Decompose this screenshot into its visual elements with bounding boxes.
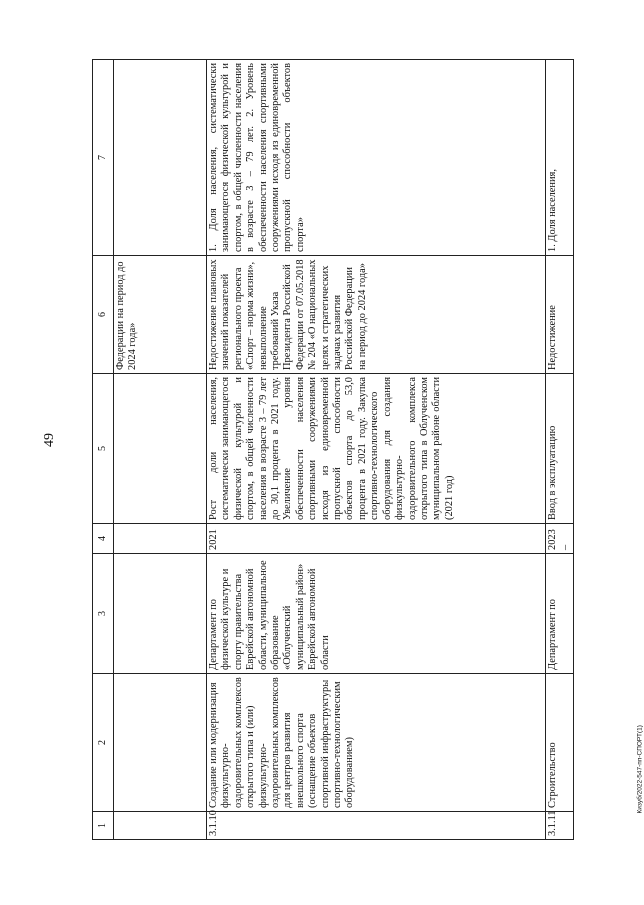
table-row-3-1-11: [546, 60, 574, 840]
row-number: 3.1.11: [546, 812, 574, 840]
cell: [114, 812, 207, 840]
continuation-consequence: Федерации на период до 2024 года»: [114, 256, 207, 374]
cell: [114, 374, 207, 524]
responsible-executor: Департамент по: [546, 554, 574, 674]
header-col-6: 6: [93, 256, 114, 374]
header-col-5: 5: [93, 374, 114, 524]
header-col-1: 1: [93, 812, 114, 840]
cell: [114, 524, 207, 554]
cell: [114, 674, 207, 812]
header-col-2: 2: [93, 674, 114, 812]
measure-name: Создание или модернизация физкультурно-оздоровительных комплексов открытого типа и (или) физкультурно-оздоровительных комплексов для центров развития внешкольного спорта (оснащение объектов спортивной инфраструктуры спортивно-технологическим оборудованием): [207, 674, 546, 812]
cell: [114, 554, 207, 674]
table-row-3-1-10: [207, 60, 546, 840]
header-col-3: 3: [93, 554, 114, 674]
non-implementation-consequence: Недостижение: [546, 256, 574, 374]
row-number: 3.1.10: [207, 812, 546, 840]
implementation-year: 2021: [207, 524, 546, 554]
table-header-row: [93, 60, 114, 840]
measure-name: Строительство: [546, 674, 574, 812]
measures-table: [92, 59, 574, 840]
header-col-7: 7: [93, 60, 114, 256]
responsible-executor: Департамент по физической культуре и спорту правительства Еврейской автономной области, муниципальное образование «Облученский муниципальный район» Еврейской автономной области: [207, 554, 546, 674]
table-row-continuation: [114, 60, 207, 840]
non-implementation-consequence: Недостижение плановых значений показателей регионального проекта «Спорт – норма жизни», невыполнение требований Указа Президента Российской Федерации от 07.05.2018 № 204 «О национальных целях и стратегических задачах развития Российской Федерации на период до 2024 года»: [207, 256, 546, 374]
cell: [114, 60, 207, 256]
implementation-year: 2023 –: [546, 524, 574, 554]
related-indicators: 1. Доля населения, систематически занимающегося физической культурой и спортом, в общей численности населения в возрасте 3 – 79 лет. 2. Уровень обеспеченности населения спортивными сооружениями исходя из единовременной пропускной способности объектов спорта»: [207, 60, 546, 256]
rotated-page-content: [92, 60, 574, 840]
expected-result: Рост доли населения, систематически занимающегося физической культурой и спортом, в общей численности населения в возрасте 3 – 79 лет до 30,1 процента в 2021 году. Увеличение уровня обеспеченности населения спортивными сооружениями исходя из единовременной пропускной способности объектов спорта до 53,0 процента в 2021 году. Закупка спортивно-технологического оборудования для создания физкультурно-оздоровительного комплекса открытого типа в Облученском муниципальном районе области (2021 год): [207, 374, 546, 524]
header-col-4: 4: [93, 524, 114, 554]
related-indicators: 1. Доля населения,: [546, 60, 574, 256]
page-number: 49: [42, 433, 57, 447]
expected-result: Ввод в эксплуатацию: [546, 374, 574, 524]
document-code: Кизуб/2022-547-пп-СПОРТ(1): [636, 725, 644, 814]
